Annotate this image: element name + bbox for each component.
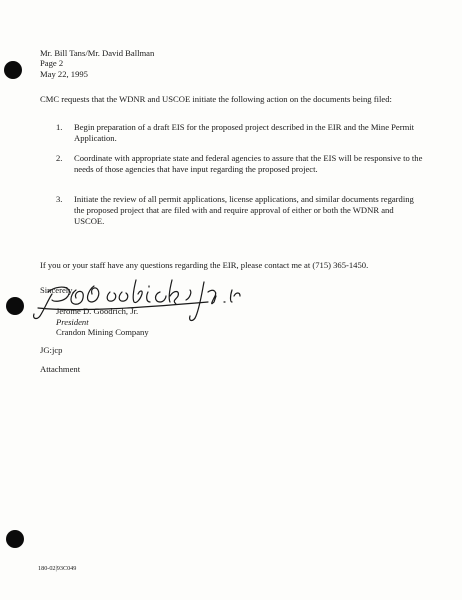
salutation: Sincerely, [40,285,75,295]
page-number: Page 2 [40,58,64,69]
signer-title: President [56,316,89,327]
list-item-text: Initiate the review of all permit applications, license applications, and similar documents regarding the proposed project that are filed with and require approval of either or both the WDNR and USCOE. [74,194,414,226]
punch-hole-top [4,61,22,79]
punch-hole-bottom [6,530,24,548]
letter-header [40,48,154,79]
intro-paragraph: CMC requests that the WDNR and USCOE initiate the following action on the documents being filed: [40,94,392,104]
list-item-text: Begin preparation of a draft EIS for the proposed project described in the EIR and the Mine Permit Application. [74,122,415,143]
signer-name: Jerome D. Goodrich, Jr. [56,306,139,316]
document-number: 180-02|93C049 [38,565,77,572]
list-item-number: 1. [56,122,63,132]
letter-date: May 22, 1995 [40,68,88,79]
closing-paragraph: If you or your staff have any questions regarding the EIR, please contact me at (715) 365-1450. [40,260,369,270]
list-item-number: 2. [56,153,63,163]
signature-block [56,306,149,338]
typist-initials: JG:jcp [40,345,63,355]
list-item-number: 3. [56,194,63,204]
attachment-note: Attachment [40,364,81,374]
list-item-text: Coordinate with appropriate state and federal agencies to assure that the EIS will be responsive to the needs of those agencies that have input regarding the proposed project. [74,153,423,174]
company-name: Crandon Mining Company [56,327,149,338]
recipients: Mr. Bill Tans/Mr. David Ballman [40,48,155,58]
